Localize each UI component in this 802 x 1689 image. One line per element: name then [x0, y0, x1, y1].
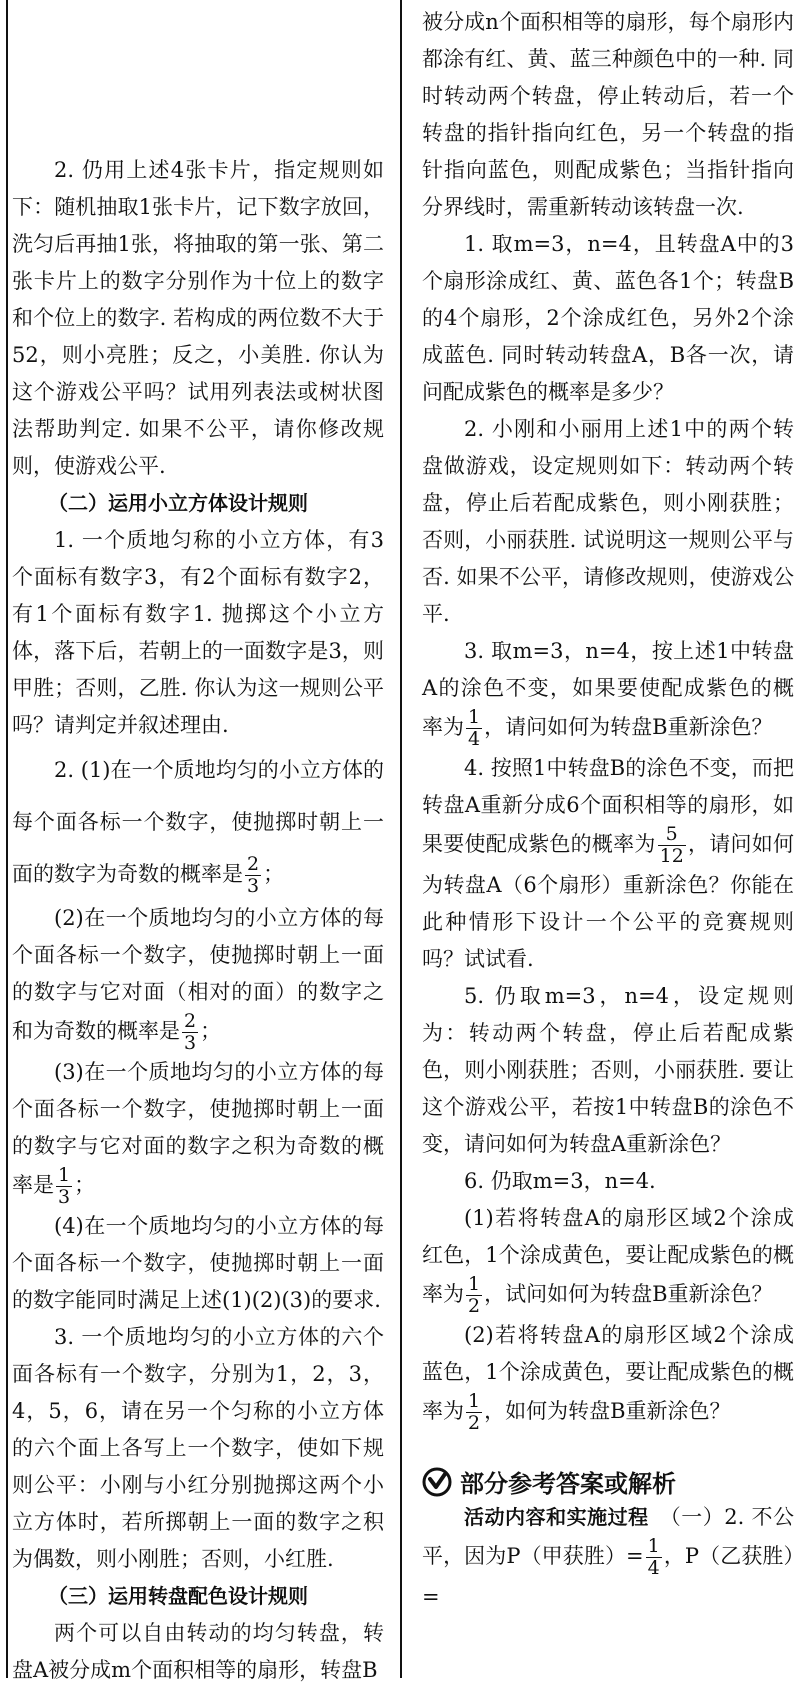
answer-section-header	[422, 1464, 794, 1499]
cube-question-2-1	[12, 744, 384, 900]
section-2-title: （二）运用小立方体设计规则	[48, 491, 308, 515]
spinner-question-3-text: 3. 取m=3，n=4，按上述1中转盘A的涂色不变，如果要使配成紫色的概率为	[422, 639, 794, 739]
answer-subheading: 活动内容和实施过程	[464, 1505, 649, 1529]
frac-num: 1	[468, 1273, 481, 1295]
spinner-question-3-tail: ，请问如何为转盘B重新涂色？	[484, 715, 773, 739]
cube-question-2-3-text: (3)在一个质地均匀的小立方体的每个面各标一个数字，使抛掷时朝上一面的数字与它对面的数字之积为奇数的概率是	[12, 1060, 384, 1197]
frac-den: 3	[184, 1032, 197, 1054]
frac-den: 2	[468, 1412, 481, 1434]
spinner-question-5: 5. 仍取m=3，n=4，设定规则为：转动两个转盘，停止后若配成紫色，则小刚获胜；否则，小丽获胜. 要让这个游戏公平，若按1中转盘B的涂色不变，请问如何为转盘A重新涂色？	[422, 984, 794, 1156]
answer-section-title: 部分参考答案或解析	[460, 1470, 676, 1498]
spinner-intro: 两个可以自由转动的均匀转盘，转盘A被分成m个面积相等的扇形，转盘B	[12, 1621, 384, 1682]
frac-num: 2	[184, 1010, 197, 1032]
frac-den: 12	[659, 845, 684, 867]
spinner-question-2: 2. 小刚和小丽用上述1中的两个转盘做游戏，设定规则如下：转动两个转盘，停止后若配成紫色，则小刚获胜；否则，小丽获胜. 试说明这一规则公平与否. 如果不公平，请修改规则，使游戏公平.	[422, 417, 794, 626]
check-circle-icon	[422, 1467, 452, 1497]
spinner-question-6: 6. 仍取m=3，n=4.	[464, 1169, 656, 1193]
frac-num: 1	[468, 706, 481, 728]
spinner-question-4-text: 4. 按照1中转盘B的涂色不变，而把转盘A重新分成6个面积相等的扇形，如果要使配成紫色的概率为	[422, 756, 794, 856]
answer-paragraph	[422, 1499, 794, 1616]
frac-num: 2	[247, 853, 260, 875]
spinner-question-4	[422, 750, 794, 978]
right-column	[422, 4, 794, 1616]
cube-question-1: 1. 一个质地匀称的小立方体，有3个面标有数字3，有2个面标有数字2，有1个面标有数字1. 抛掷这个小立方体，落下后，若朝上的一面数字是3，则甲胜；否则，乙胜. 你认为这一规则公平吗？请判定并叙述理由.	[12, 528, 384, 737]
frac-den: 3	[247, 875, 260, 897]
cube-question-2-2-text: (2)在一个质地均匀的小立方体的每个面各标一个数字，使抛掷时朝上一面的数字与它对面（相对的面）的数字之和为奇数的概率是	[12, 906, 384, 1043]
card-question-2: 2. 仍用上述4张卡片，指定规则如下：随机抽取1张卡片，记下数字放回，洗匀后再抽1张，将抽取的第一张、第二张卡片上的数字分别作为十位上的数字和个位上的数字. 若构成的两位数不大于52，则小亮胜；反之，小美胜. 你认为这个游戏公平吗？试用列表法或树状图法帮助判定. 如果不公平，请你修改规则，使游戏公平.	[12, 158, 384, 478]
frac-den: 4	[647, 1557, 660, 1579]
column-divider	[400, 0, 402, 1678]
fraction-1-2	[466, 1391, 482, 1434]
answer-text-b: ，P（乙获胜）=	[422, 1544, 794, 1609]
frac-den: 4	[468, 728, 481, 750]
spinner-question-1: 1. 取m=3，n=4，且转盘A中的3个扇形涂成红、黄、蓝色各1个；转盘B的4个扇形，2个涂成红色，另外2个涂成蓝色. 同时转动转盘A，B各一次，请问配成紫色的概率是多少？	[422, 232, 794, 404]
left-border	[6, 0, 8, 1678]
semicolon: ；	[74, 1173, 96, 1197]
spinner-question-6-1-tail: ，试问如何为转盘B重新涂色？	[484, 1282, 773, 1306]
fraction-1-4	[646, 1536, 662, 1579]
fraction-1-2	[466, 1274, 482, 1317]
frac-num: 5	[658, 824, 686, 846]
spinner-question-6-1-text: (1)若将转盘A的扇形区域2个涂成红色，1个涂成黄色，要让配成紫色的概率为	[422, 1206, 794, 1306]
cube-question-3: 3. 一个质地均匀的小立方体的六个面各标有一个数字，分别为1，2，3，4，5，6，请在另一个匀称的小立方体的六个面上各写上一个数字，使如下规则公平：小刚与小红分别抛掷这两个小立方体时，若所掷朝上一面的数字之积为偶数，则小刚胜；否则，小红胜.	[12, 1325, 384, 1571]
spinner-question-4-tail: ，请问如何为转盘A（6个扇形）重新涂色？你能在此种情形下设计一个公平的竞赛规则吗？试试看.	[422, 832, 795, 971]
frac-den: 2	[468, 1295, 481, 1317]
spinner-question-3	[422, 633, 794, 750]
frac-num: 1	[468, 1390, 481, 1412]
fraction-5-12	[658, 824, 686, 867]
frac-den: 3	[58, 1186, 71, 1208]
left-column	[12, 152, 384, 1689]
cube-question-2-1-text: 2. (1)在一个质地均匀的小立方体的每个面各标一个数字，使抛掷时朝上一面的数字为奇数的概率是	[12, 758, 384, 886]
frac-num: 1	[58, 1164, 71, 1186]
cube-question-2-3	[12, 1054, 384, 1208]
cube-question-2-2	[12, 900, 384, 1054]
fraction-1-4	[466, 707, 482, 750]
spinner-question-6-1	[422, 1200, 794, 1317]
spinner-question-6-2-tail: ，如何为转盘B重新涂色？	[484, 1399, 731, 1423]
fraction-1-3	[56, 1165, 72, 1208]
semicolon: ；	[200, 1019, 222, 1043]
fraction-2-3	[245, 854, 261, 897]
spinner-intro-continued: 被分成n个面积相等的扇形，每个扇形内都涂有红、黄、蓝三种颜色中的一种. 同时转动两个转盘，停止转动后，若一个转盘的指针指向红色，另一个转盘的指针指向蓝色，则配成紫色；当指针指向分界线时，需重新转动该转盘一次.	[422, 10, 794, 219]
cube-question-2-4: (4)在一个质地均匀的小立方体的每个面各标一个数字，使抛掷时朝上一面的数字能同时满足上述(1)(2)(3)的要求.	[12, 1214, 384, 1312]
section-3-title: （三）运用转盘配色设计规则	[48, 1584, 308, 1608]
spinner-question-6-2	[422, 1317, 794, 1434]
spinner-question-6-2-text: (2)若将转盘A的扇形区域2个涂成蓝色，1个涂成黄色，要让配成紫色的概率为	[422, 1323, 794, 1423]
semicolon: ；	[263, 862, 285, 886]
frac-num: 1	[647, 1535, 660, 1557]
fraction-2-3	[182, 1011, 198, 1054]
answer-text-a: （一）2. 不公平，因为P（甲获胜）=	[422, 1505, 795, 1568]
